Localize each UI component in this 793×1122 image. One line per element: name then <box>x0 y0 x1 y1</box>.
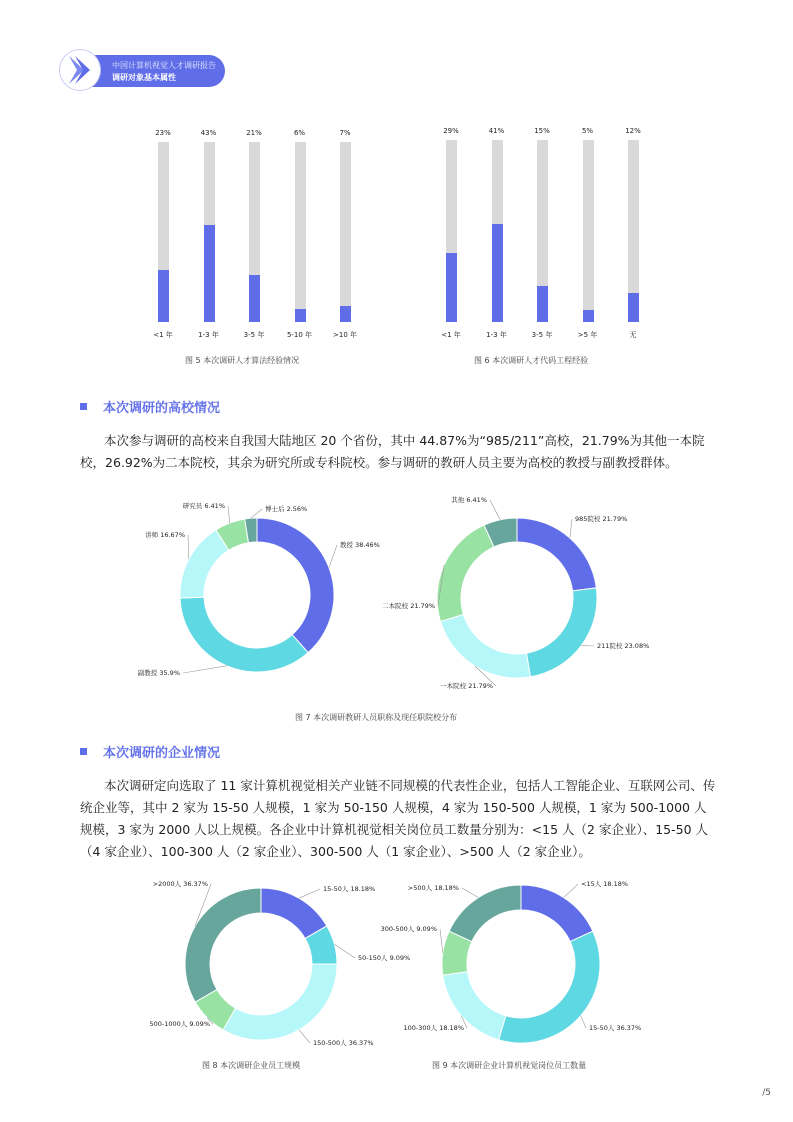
fig6-bar-track <box>446 140 457 322</box>
fig6-bar <box>446 253 457 322</box>
fig7-school-slice <box>526 588 597 677</box>
fig7-title-leader-line <box>251 509 262 518</box>
fig7-school-slice-label: 其他 6.41% <box>451 496 487 504</box>
fig9-slice <box>449 885 521 942</box>
fig7-school-slice-label: 一本院校 21.79% <box>440 682 493 690</box>
fig7-school-slice <box>437 525 494 621</box>
fig5-bar <box>295 309 306 323</box>
fig6-tick-label: <1 年 <box>441 331 461 339</box>
fig7-title-slice-label: 副教授 35.9% <box>137 669 180 677</box>
fig6-bar <box>492 224 503 322</box>
fig7-title-slice-label: 教授 38.46% <box>340 541 380 549</box>
fig6-bar <box>537 286 548 322</box>
fig7-title-slice <box>257 518 334 653</box>
fig9-leader-line <box>564 884 578 898</box>
fig8-slice-label: >2000人 36.37% <box>152 880 208 888</box>
fig6-data-label: 29% <box>443 127 459 135</box>
section-bullet-icon <box>80 748 87 755</box>
header-section-title: 调研对象基本属性 <box>112 73 176 82</box>
fig5-tick-label: <1 年 <box>153 331 173 339</box>
fig8-leader-line <box>334 944 355 958</box>
fig9-leader-line <box>440 929 443 953</box>
fig6-bar-track <box>492 140 503 322</box>
fig7-title-slice-label: 研究员 6.41% <box>182 502 225 510</box>
fig6-data-label: 5% <box>581 127 594 135</box>
fig6-bar-track <box>628 140 639 322</box>
fig7-title-leader-line <box>228 506 230 523</box>
fig5-data-label: 21% <box>246 129 262 137</box>
fig9-slice-label: >500人 18.18% <box>407 884 459 892</box>
fig7-school-slice-label: 211院校 23.08% <box>597 642 650 650</box>
fig5-bar-track <box>249 142 260 322</box>
fig5-bar-track <box>340 142 351 322</box>
fig9-slice <box>499 931 600 1043</box>
fig5-bar <box>340 306 351 322</box>
fig7-school-leader-line <box>490 500 500 520</box>
fig5-bar <box>204 225 215 322</box>
fig5-tick-label: 5-10 年 <box>286 331 313 339</box>
paragraph-enterprises: 本次调研定向选取了 11 家计算机视觉相关产业链不同规模的代表性企业，包括人工智能企业、互联网公司、传统企业等，其中 2 家为 15-50 人规模，1 家为 50-150 人规模，4 家为 150-500 人规模，1 家为 500-1000 人规模，3 家为 2000 人以上规模。各企业中计算机视觉相关岗位员工数量分别为：<15 人（2 家企业）、15-50 人（4 家企业）、100-300 人（2 家企业）、300-500 人（1 家企业）、>500 人（2 家企业）。 <box>80 778 716 859</box>
fig7-title-slice <box>180 597 308 672</box>
fig7-title-slice-label: 博士后 2.56% <box>265 505 308 513</box>
fig7-title-leader-line <box>183 666 227 673</box>
fig8-slice-label: 500-1000人 9.09% <box>149 1020 210 1028</box>
fig5-data-label: 6% <box>293 129 306 137</box>
paragraph-universities: 本次参与调研的高校来自我国大陆地区 20 个省份，其中 44.87%为“985/211”高校，21.79%为其他一本院校，26.92%为二本院校，其余为研究所或专科院校。参与调研的教研人员主要为高校的教授与副教授群体。 <box>80 433 705 470</box>
fig9-slice-label: 300-500人 9.09% <box>380 925 437 933</box>
fig5-bar-track <box>204 142 215 322</box>
fig6-tick-label: >5 年 <box>577 331 598 339</box>
fig5-tick-label: 3-5 年 <box>243 331 265 339</box>
fig6-bar <box>628 293 639 322</box>
fig7-school-leader-line <box>570 519 572 538</box>
fig7-school-slice-label: 二本院校 21.79% <box>382 602 435 610</box>
fig6-data-label: 15% <box>534 127 550 135</box>
fig9-slice-label: 15-50人 36.37% <box>589 1024 642 1032</box>
fig6-tick-label: 1-3 年 <box>486 331 507 339</box>
fig6-caption: 图 6 本次调研人才代码工程经验 <box>474 356 589 365</box>
report-header <box>60 50 225 90</box>
fig7-title-donut <box>137 495 380 685</box>
fig9-slice-label: 100-300人 18.18% <box>403 1024 464 1032</box>
fig9-slice-label: <15人 18.18% <box>581 880 629 888</box>
fig8-slice <box>223 964 337 1040</box>
fig5-tick-label: 1-3 年 <box>198 331 219 339</box>
fig8-leader-line <box>299 1030 310 1043</box>
fig7-school-donut <box>382 490 650 690</box>
fig6-data-label: 41% <box>488 127 505 135</box>
fig6-tick-label: 无 <box>629 331 637 339</box>
fig5-bar-track <box>158 142 169 322</box>
fig6-bar-track <box>537 140 548 322</box>
fig5-bar <box>249 275 260 322</box>
fig9-slice <box>521 885 593 942</box>
fig7-title-slice <box>180 530 229 598</box>
fig5-bar-track <box>295 142 306 322</box>
fig5-bar <box>158 270 169 322</box>
section-title-universities: 本次调研的高校情况 <box>80 397 220 416</box>
fig5-tick-label: >10 年 <box>333 331 357 339</box>
fig7-title-leader-line <box>329 545 337 568</box>
fig8-slice-label: 150-500人 36.37% <box>313 1039 374 1047</box>
fig7-caption: 图 7 本次调研教研人员职称及现任职院校分布 <box>295 713 458 722</box>
fig6-data-label: 12% <box>625 127 641 135</box>
fig5-caption: 图 5 本次调研人才算法经验情况 <box>185 356 300 365</box>
fig8-slice-label: 50-150人 9.09% <box>358 954 411 962</box>
fig6-bar <box>583 310 594 322</box>
header-logo <box>60 50 100 90</box>
fig7-school-slice <box>517 518 596 591</box>
fig7-title-slice-label: 讲师 16.67% <box>145 531 185 539</box>
fig8-slice-label: 15-50人 18.18% <box>323 885 376 893</box>
chevron-logo-icon <box>60 50 100 90</box>
fig8-leader-line <box>299 889 320 898</box>
fig7-school-slice-label: 985院校 21.79% <box>575 515 628 523</box>
fig9-leader-line <box>581 1016 586 1028</box>
fig8-caption: 图 8 本次调研企业员工规模 <box>202 1061 301 1070</box>
fig6-tick-label: 3-5 年 <box>531 331 553 339</box>
page-number: /5 <box>762 1088 771 1098</box>
fig5-data-label: 23% <box>155 129 171 137</box>
section-bullet-icon <box>80 403 87 410</box>
fig9-caption: 图 9 本次调研企业计算机视觉岗位员工数量 <box>432 1061 587 1070</box>
section-title-enterprises: 本次调研的企业情况 <box>80 742 220 761</box>
fig6-bar-track <box>583 140 594 322</box>
header-report-title: 中国计算机视觉人才调研报告 <box>112 61 216 70</box>
fig9-leader-line <box>462 888 478 898</box>
fig5-data-label: 43% <box>200 129 217 137</box>
fig7-title-leader-line <box>188 535 189 559</box>
fig5-data-label: 7% <box>339 129 351 137</box>
fig8-slice <box>185 888 261 1002</box>
fig8-slice <box>261 888 327 938</box>
fig7-school-slice <box>441 614 531 678</box>
